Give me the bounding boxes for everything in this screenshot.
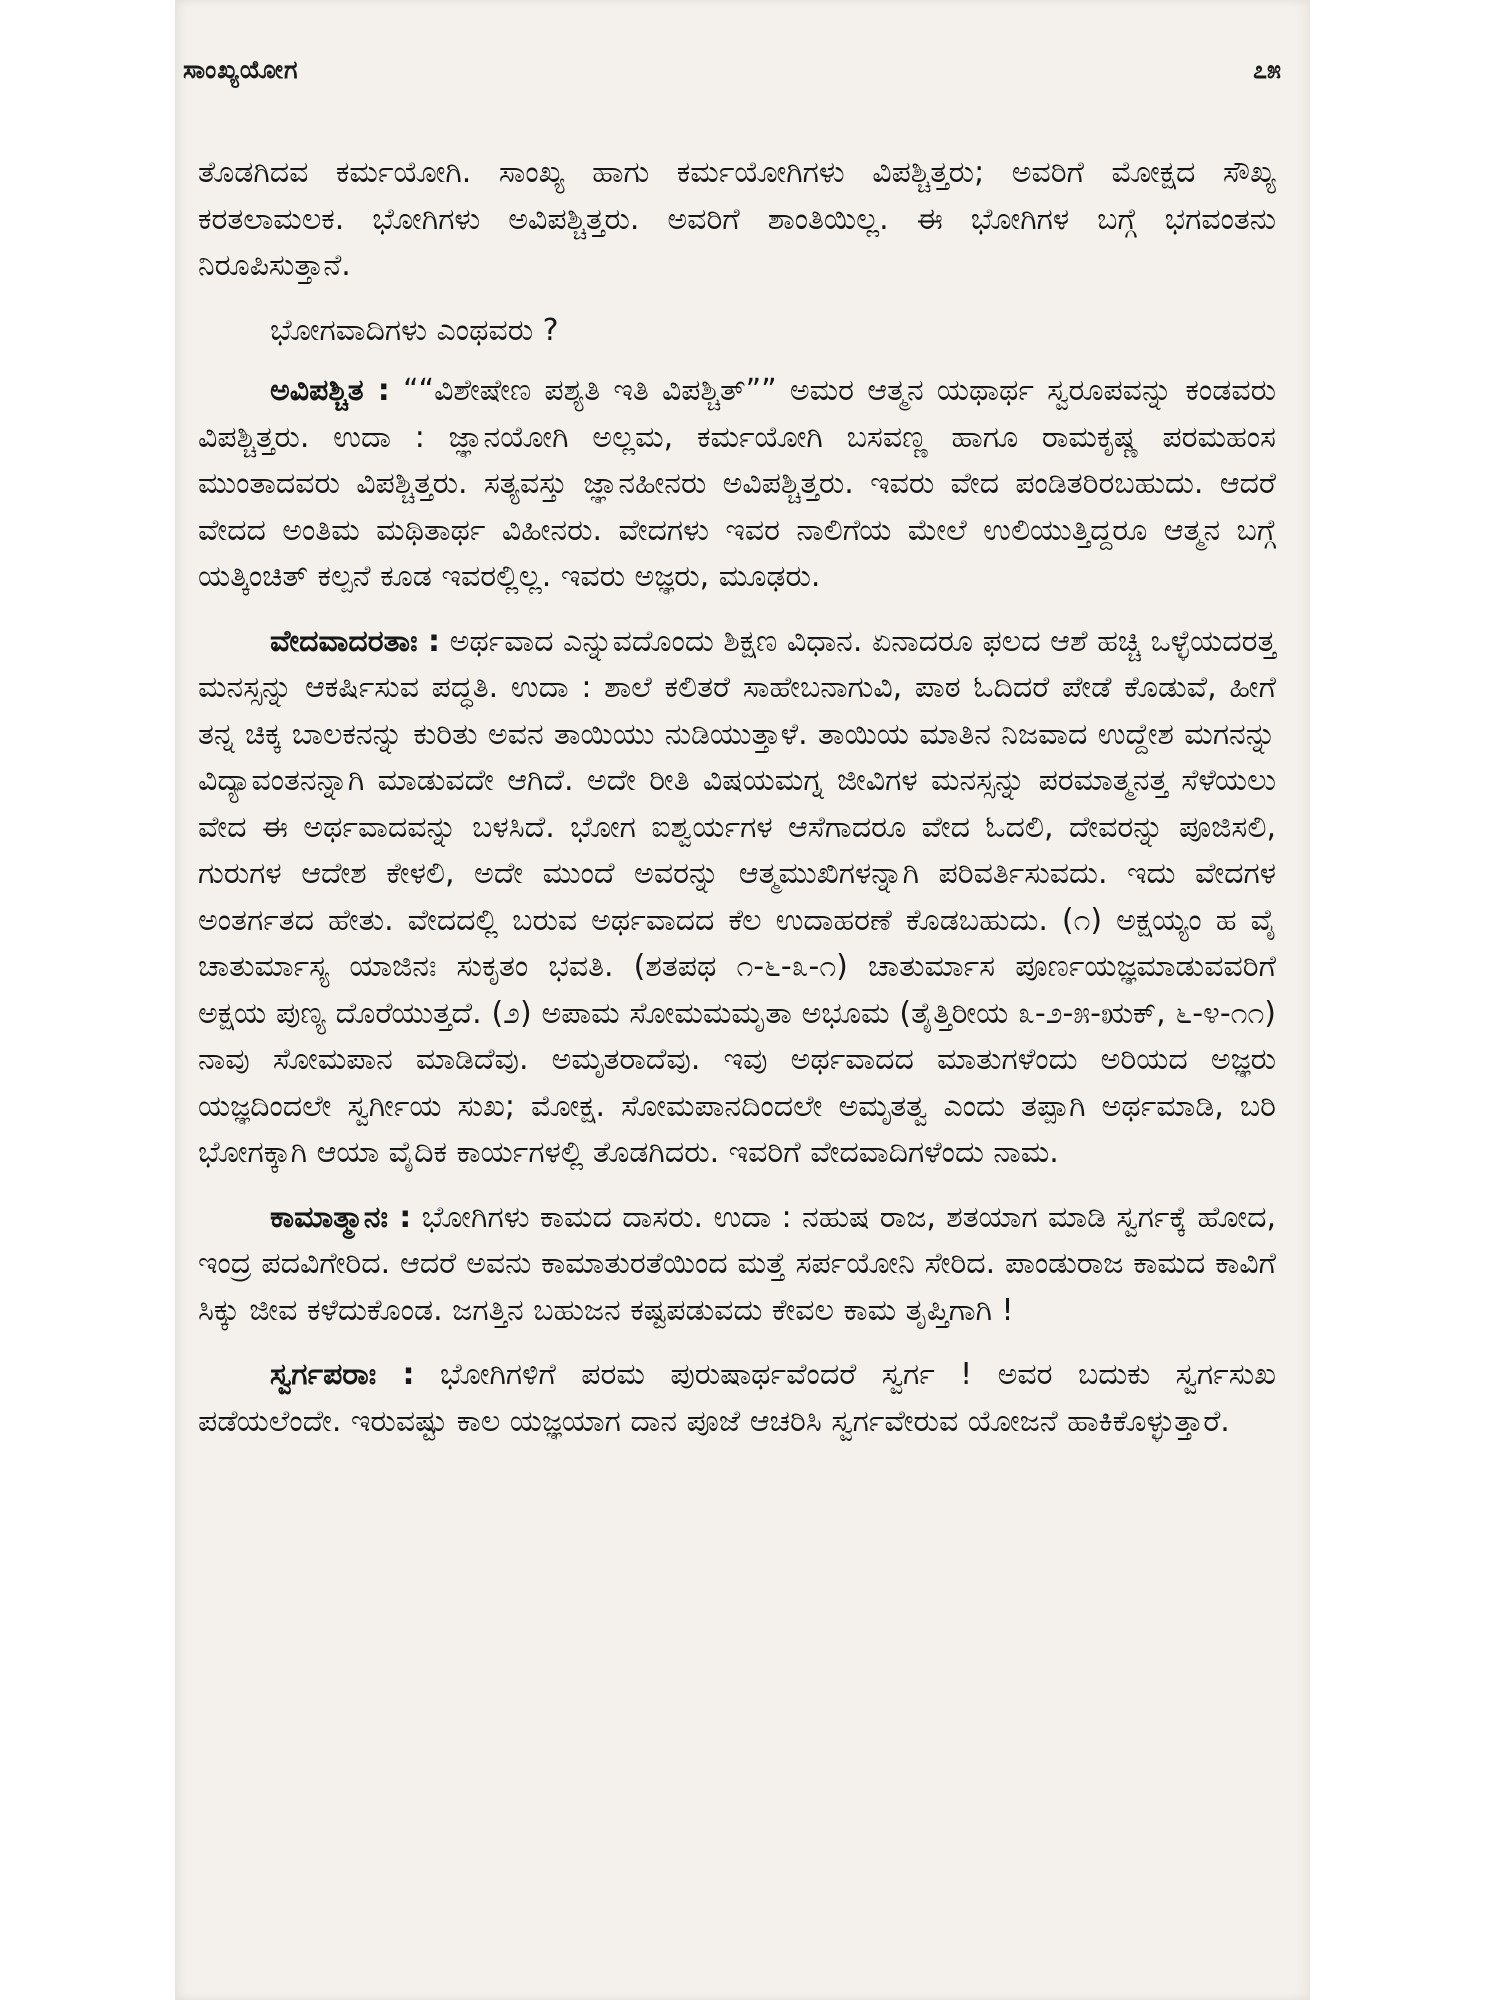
paragraph-text: ಅರ್ಥವಾದ ಎನ್ನುವದೊಂದು ಶಿಕ್ಷಣ ವಿಧಾನ. ಏನಾದರೂ ಫಲದ ಆಶೆ ಹಚ್ಚಿ ಒಳ್ಳೆಯದರತ್ತ ಮನಸ್ಸನ್ನು ಆಕರ್ಷಿಸುವ ಪದ್ಧತಿ. ಉದಾ : ಶಾಲೆ ಕಲಿತರೆ ಸಾಹೇಬನಾಗುವಿ, ಪಾಠ ಓದಿದರೆ ಪೇಡೆ ಕೊಡುವೆ, ಹೀಗೆ ತನ್ನ ಚಿಕ್ಕ ಬಾಲಕನನ್ನು ಕುರಿತು ಅವನ ತಾಯಿಯು ನುಡಿಯುತ್ತಾಳೆ. ತಾಯಿಯ ಮಾತಿನ ನಿಜವಾದ ಉದ್ದೇಶ ಮಗನನ್ನು ವಿದ್ಯಾವಂತನನ್ನಾಗಿ ಮಾಡುವದೇ ಆಗಿದೆ. ಅದೇ ರೀತಿ ವಿಷಯಮಗ್ನ ಜೀವಿಗಳ ಮನಸ್ಸನ್ನು ಪರಮಾತ್ಮನತ್ತ ಸೆಳೆಯಲು ವೇದ ಈ ಅರ್ಥವಾದವನ್ನು ಬಳಸಿದೆ. ಭೋಗ ಐಶ್ವರ್ಯಗಳ ಆಸೆಗಾದರೂ ವೇದ ಓದಲಿ, ದೇವರನ್ನು ಪೂಜಿಸಲಿ, ಗುರುಗಳ ಆದೇಶ ಕೇಳಲಿ, ಅದೇ ಮುಂದೆ ಅವರನ್ನು ಆತ್ಮಮುಖಿಗಳನ್ನಾಗಿ ಪರಿವರ್ತಿಸುವದು. ಇದು ವೇದಗಳ ಅಂತರ್ಗತದ ಹೇತು. ವೇದದಲ್ಲಿ ಬರುವ ಅರ್ಥವಾದದ ಕೆಲ ಉದಾಹರಣೆ ಕೊಡಬಹುದು. (೧) ಅಕ್ಷಯ್ಯಂ ಹ ವೈ ಚಾತುರ್ಮಾಸ್ಯ ಯಾಜಿನಃ ಸುಕೃತಂ ಭವತಿ. (ಶತಪಥ ೧-೬-೩-೧) ಚಾತುರ್ಮಾಸ ಪೂರ್ಣಯಜ್ಞಮಾಡುವವರಿಗೆ ಅಕ್ಷಯ ಪುಣ್ಯ ದೊರೆಯುತ್ತದೆ. (೨) ಅಪಾಮ ಸೋಮಮಮೃತಾ ಅಭೂಮ (ತೈತ್ತಿರೀಯ ೩-೨-೫-ಋಕ್, ೬-೪-೧೧) ನಾವು ಸೋಮಪಾನ ಮಾಡಿದೆವು. ಅಮೃತರಾದೆವು. ಇವು ಅರ್ಥವಾದದ ಮಾತುಗಳೆಂದು ಅರಿಯದ ಅಜ್ಞರು ಯಜ್ಞದಿಂದಲೇ ಸ್ವರ್ಗೀಯ ಸುಖ; ಮೋಕ್ಷ. ಸೋಮಪಾನದಿಂದಲೇ ಅಮೃತತ್ವ ಎಂದು ತಪ್ಪಾಗಿ ಅರ್ಥಮಾಡಿ, ಬರಿ ಭೋಗಕ್ಕಾಗಿ ಆಯಾ ವೈದಿಕ ಕಾರ್ಯಗಳಲ್ಲಿ ತೊಡಗಿದರು. ಇವರಿಗೆ ವೇದವಾದಿಗಳೆಂದು ನಾಮ. xyxy=(198,623,1276,1170)
page-body xyxy=(198,150,1276,1463)
paragraph-text: ““ವಿಶೇಷೇಣ ಪಶ್ಯತಿ ಇತಿ ವಿಪಶ್ಚಿತ್”” ಅಮರ ಆತ್ಮನ ಯಥಾರ್ಥ ಸ್ವರೂಪವನ್ನು ಕಂಡವರು ವಿಪಶ್ಚಿತ್ತರು. ಉದಾ : ಜ್ಞಾನಯೋಗಿ ಅಲ್ಲಮ, ಕರ್ಮಯೋಗಿ ಬಸವಣ್ಣ ಹಾಗೂ ರಾಮಕೃಷ್ಣ ಪರಮಹಂಸ ಮುಂತಾದವರು ವಿಪಶ್ಚಿತ್ತರು. ಸತ್ಯವಸ್ತು ಜ್ಞಾನಹೀನರು ಅವಿಪಶ್ಚಿತ್ತರು. ಇವರು ವೇದ ಪಂಡಿತರಿರಬಹುದು. ಆದರೆ ವೇದದ ಅಂತಿಮ ಮಥಿತಾರ್ಥ ವಿಹೀನರು. ವೇದಗಳು ಇವರ ನಾಲಿಗೆಯ ಮೇಲೆ ಉಲಿಯುತ್ತಿದ್ದರೂ ಆತ್ಮನ ಬಗ್ಗೆ ಯತ್ಕಿಂಚಿತ್ ಕಲ್ಪನೆ ಕೂಡ ಇವರಲ್ಲಿಲ್ಲ. ಇವರು ಅಜ್ಞರು, ಮೂಢರು. xyxy=(198,373,1276,594)
paragraph-avipaschita xyxy=(198,368,1276,601)
paragraph-question xyxy=(198,308,1276,355)
paragraph-text: ಭೋಗಿಗಳಿಗೆ ಪರಮ ಪುರುಷಾರ್ಥವೆಂದರೆ ಸ್ವರ್ಗ ! ಅವರ ಬದುಕು ಸ್ವರ್ಗಸುಖ ಪಡೆಯಲೆಂದೇ. ಇರುವಷ್ಟು ಕಾಲ ಯಜ್ಞಯಾಗ ದಾನ ಪೂಜೆ ಆಚರಿಸಿ ಸ್ವರ್ಗವೇರುವ ಯೋಜನೆ ಹಾಕಿಕೊಳ್ಳುತ್ತಾರೆ. xyxy=(198,1357,1277,1439)
page-number: ೭೫ xyxy=(1253,55,1282,84)
paragraph-term: ವೇದವಾದರತಾಃ : xyxy=(270,623,441,659)
paragraph-kamatmana xyxy=(198,1195,1276,1335)
paragraph-term: ಸ್ವರ್ಗಪರಾಃ : xyxy=(270,1357,415,1392)
paragraph-continuation xyxy=(198,150,1276,290)
paragraph-text: ತೊಡಗಿದವ ಕರ್ಮಯೋಗಿ. ಸಾಂಖ್ಯ ಹಾಗು ಕರ್ಮಯೋಗಿಗಳು ವಿಪಶ್ಚಿತ್ತರು; ಅವರಿಗೆ ಮೋಕ್ಷದ ಸೌಖ್ಯ ಕರತಲಾಮಲಕ. ಭೋಗಿಗಳು ಅವಿಪಶ್ಚಿತ್ತರು. ಅವರಿಗೆ ಶಾಂತಿಯಿಲ್ಲ. ಈ ಭೋಗಿಗಳ ಬಗ್ಗೆ ಭಗವಂತನು ನಿರೂಪಿಸುತ್ತಾನೆ. xyxy=(198,155,1276,283)
paragraph-text: ಭೋಗಿಗಳು ಕಾಮದ ದಾಸರು. ಉದಾ : ನಹುಷ ರಾಜ, ಶತಯಾಗ ಮಾಡಿ ಸ್ವರ್ಗಕ್ಕೆ ಹೋದ, ಇಂದ್ರ ಪದವಿಗೇರಿದ. ಆದರೆ ಅವನು ಕಾಮಾತುರತೆಯಿಂದ ಮತ್ತೆ ಸರ್ಪಯೋನಿ ಸೇರಿದ. ಪಾಂಡುರಾಜ ಕಾಮದ ಕಾವಿಗೆ ಸಿಕ್ಕು ಜೀವ ಕಳೆದುಕೊಂಡ. ಜಗತ್ತಿನ ಬಹುಜನ ಕಷ್ಟಪಡುವದು ಕೇವಲ ಕಾಮ ತೃಪ್ತಿಗಾಗಿ ! xyxy=(198,1199,1277,1328)
paragraph-text: ಭೋಗವಾದಿಗಳು ಎಂಥವರು ? xyxy=(270,312,559,348)
running-title: ಸಾಂಖ್ಯಯೋಗ xyxy=(183,55,299,84)
paragraph-vedavadarata xyxy=(198,619,1276,1177)
paragraph-term: ಅವಿಪಶ್ಚಿತ : xyxy=(270,373,390,408)
paragraph-term: ಕಾಮಾತ್ಮಾನಃ : xyxy=(270,1199,412,1235)
paragraph-svargapara xyxy=(198,1352,1276,1445)
